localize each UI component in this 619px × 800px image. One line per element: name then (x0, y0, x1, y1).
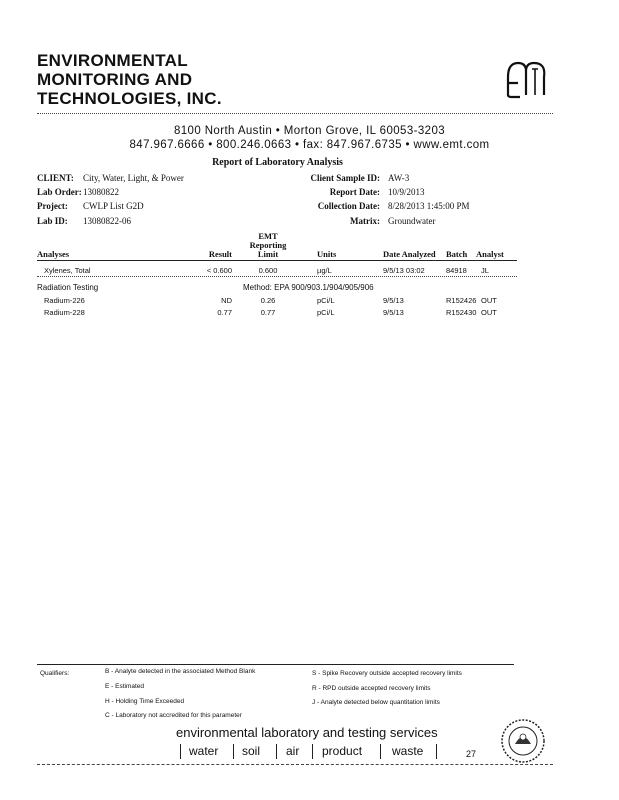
client-label: CLIENT: (37, 173, 74, 183)
qualifier-r: R - RPD outside accepted recovery limits (312, 685, 431, 692)
row1-result: < 0.600 (206, 266, 232, 275)
qualifier-c: C - Laboratory not accredited for this parameter (105, 712, 242, 719)
report-date-label: Report Date: (329, 187, 380, 197)
col-batch: Batch (446, 249, 468, 259)
footer-sep-4 (312, 744, 313, 759)
table-header-rule (37, 260, 517, 261)
project-value: CWLP List G2D (83, 201, 144, 211)
footer-air: air (286, 744, 300, 758)
row1-analyte: Xylenes, Total (44, 266, 91, 275)
row1-date: 9/5/13 03:02 (383, 266, 425, 275)
footer-sep-3 (276, 744, 277, 759)
emt-logo (502, 55, 550, 101)
footer-sep-2 (233, 744, 234, 759)
footer-soil: soil (242, 744, 261, 758)
row2-date: 9/5/13 (383, 296, 404, 305)
company-phones: 847.967.6666 • 800.246.0663 • fax: 847.967.6735 • www.emt.com (129, 139, 490, 151)
company-name-line1: ENVIRONMENTAL (37, 51, 188, 70)
qualifiers-label: Qualifiers: (40, 670, 70, 677)
col-units: Units (317, 249, 337, 259)
row3-result: 0.77 (217, 308, 232, 317)
row1-limit: 0.600 (258, 266, 278, 275)
qualifier-s: S - Spike Recovery outside accepted recovery limits (312, 670, 462, 677)
section-method: Method: EPA 900/903.1/904/905/906 (243, 283, 374, 292)
report-date-value: 10/9/2013 (388, 187, 425, 197)
footer-waste: waste (392, 744, 424, 758)
qualifier-j: J - Analyte detected below quantitation limits (312, 699, 440, 706)
col-date-analyzed: Date Analyzed (383, 249, 436, 259)
row1-analyst: JL (481, 266, 489, 275)
header-divider (37, 113, 553, 114)
row2-limit: 0.26 (260, 296, 276, 305)
lab-id-label: Lab ID: (37, 216, 68, 226)
lab-order-label: Lab Order: (37, 187, 82, 197)
footer-tagline: environmental laboratory and testing services (176, 725, 438, 740)
client-value: City, Water, Light, & Power (83, 173, 184, 183)
company-address: 8100 North Austin • Morton Grove, IL 60053-3203 (173, 125, 446, 137)
collection-date-label: Collection Date: (317, 201, 380, 211)
row1-rule (37, 276, 517, 277)
row1-units: µg/L (317, 266, 332, 275)
logo-text: EMT (502, 55, 505, 56)
row2-analyst: OUT (481, 296, 497, 305)
row2-batch: R152426 (446, 296, 477, 305)
col-emt: EMT (258, 231, 278, 241)
section-radiation-testing: Radiation Testing (37, 283, 99, 292)
footer-sep-1 (180, 744, 181, 759)
lab-id-value: 13080822-06 (83, 216, 131, 226)
accreditation-seal-icon (500, 718, 546, 764)
emt-logo-icon (502, 55, 550, 101)
col-limit: Limit (257, 249, 279, 259)
matrix-value: Groundwater (388, 216, 436, 226)
qualifier-e: E - Estimated (105, 683, 145, 690)
client-sample-id-value: AW-3 (388, 173, 410, 183)
row3-units: pCi/L (317, 308, 335, 317)
row2-result: ND (221, 296, 232, 305)
row3-date: 9/5/13 (383, 308, 404, 317)
footer-sep-6 (436, 744, 437, 759)
col-result: Result (208, 249, 232, 259)
qualifier-h: H - Holding Time Exceeded (105, 698, 185, 705)
client-sample-id-label: Client Sample ID: (310, 173, 380, 183)
footer-product: product (322, 744, 363, 758)
qualifier-b: B - Analyte detected in the associated Method Blank (105, 668, 256, 675)
qualifiers-top-rule (37, 664, 514, 665)
collection-date-value: 8/28/2013 1:45:00 PM (388, 201, 470, 211)
project-label: Project: (37, 201, 68, 211)
row3-limit: 0.77 (260, 308, 276, 317)
row1-batch: 84918 (446, 266, 467, 275)
lab-order-value: 13080822 (83, 187, 119, 197)
company-name-line2: MONITORING AND (37, 70, 193, 89)
page-number: 27 (466, 749, 477, 759)
footer-water: water (189, 744, 219, 758)
row2-analyte: Radium-226 (44, 296, 85, 305)
row3-analyst: OUT (481, 308, 497, 317)
company-name-line3: TECHNOLOGIES, INC. (37, 89, 222, 108)
accreditation-seal (500, 718, 546, 764)
col-reporting: Reporting (249, 240, 287, 250)
footer-bottom-rule (37, 764, 553, 765)
col-analyses: Analyses (37, 249, 70, 259)
row3-analyte: Radium-228 (44, 308, 85, 317)
row3-batch: R152430 (446, 308, 477, 317)
row2-units: pCi/L (317, 296, 335, 305)
matrix-label: Matrix: (350, 216, 380, 226)
footer-sep-5 (380, 744, 381, 759)
col-analyst: Analyst (476, 249, 504, 259)
report-title: Report of Laboratory Analysis (212, 157, 343, 168)
